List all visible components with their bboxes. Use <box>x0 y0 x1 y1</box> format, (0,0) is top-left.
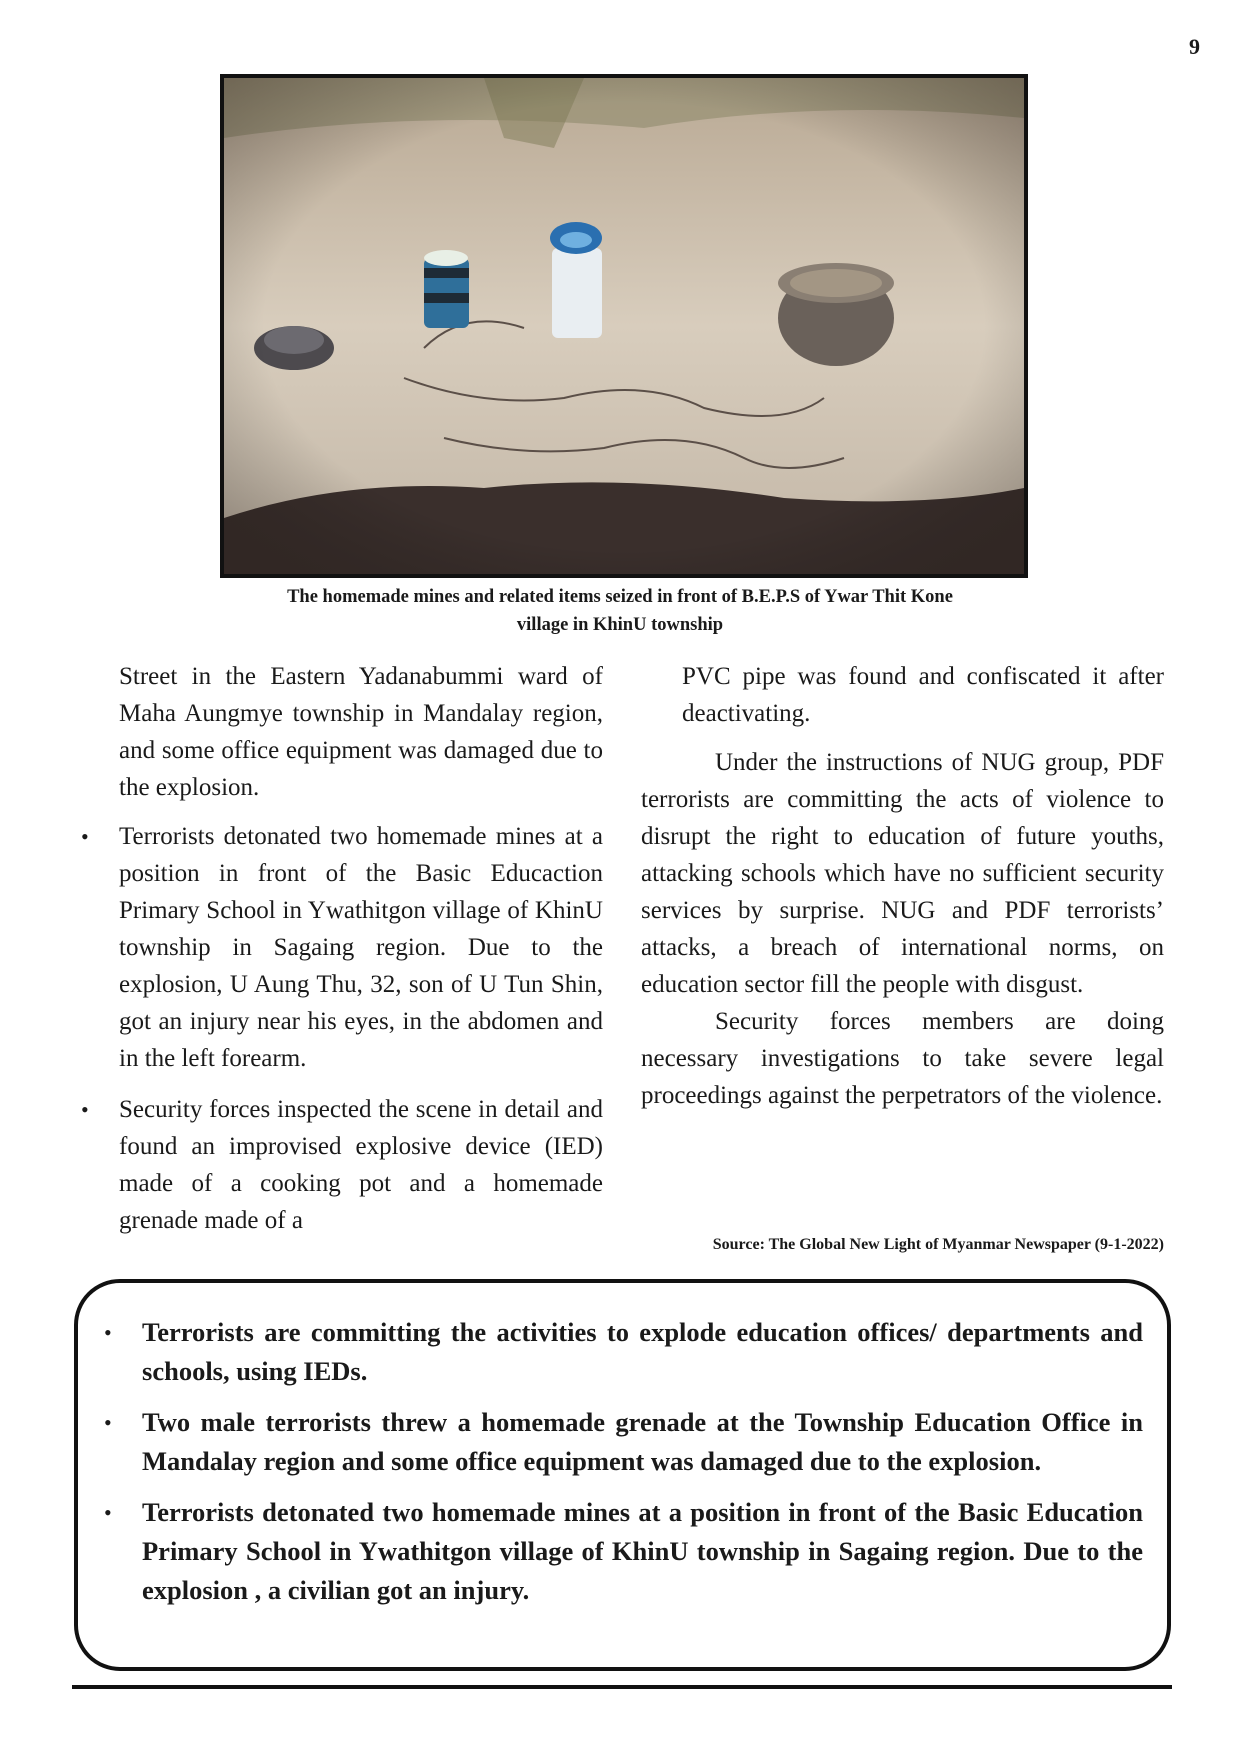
photo-caption <box>200 583 1040 639</box>
left-column <box>78 658 603 1239</box>
right-column <box>641 658 1164 1114</box>
page-number: 9 <box>1189 34 1200 59</box>
source-note: Source: The Global New Light of Myanmar Newspaper (9-1-2022) <box>712 1236 1164 1253</box>
list-item: • Terrorists detonated two homemade mines at a position in front of the Basic Education Primary School in Ywathitgon village of KhinU township in Sagaing region. Due to the explosion , a civilian got an injury. <box>98 1493 1143 1610</box>
left-continuation-paragraph: Street in the Eastern Yadanabummi ward of Maha Aungmye township in Mandalay region, and some office equipment was damaged due to the explosion. <box>119 663 603 801</box>
summary-list <box>98 1313 1143 1610</box>
photo-caption-line-2: village in KhinU township <box>516 615 724 635</box>
summary-box <box>74 1279 1171 1671</box>
list-item: • Security forces inspected the scene in detail and found an improvised explosive device (IED) made of a cooking pot and a homemade grenade made of a <box>78 1091 603 1239</box>
seized-mines-photo-illustration <box>224 78 1024 574</box>
bottom-rule-divider <box>72 1685 1172 1689</box>
security-forces-paragraph: Security forces members are doing necessary investigations to take severe legal proceedings against the perpetrators of the violence. <box>641 1008 1164 1109</box>
list-item: • Terrorists are committing the activities to explode education offices/ departments and schools, using IEDs. <box>98 1313 1143 1391</box>
list-item: • Terrorists detonated two homemade mines at a position in front of the Basic Educaction Primary School in Ywathitgon village of KhinU township in Sagaing region. Due to the explosion, U Aung Thu, 32, son of U Tun Shin, got an injury near his eyes, in the abdomen and in the left forearm. <box>78 818 603 1077</box>
list-item: • Two male terrorists threw a homemade grenade at the Township Education Office in Mandalay region and some office equipment was damaged due to the explosion. <box>98 1403 1143 1481</box>
right-continuation-paragraph: PVC pipe was found and confiscated it after deactivating. <box>682 663 1164 727</box>
photo-caption-line-1: The homemade mines and related items seized in front of B.E.P.S of Ywar Thit Kone <box>287 587 953 607</box>
evidence-photo <box>220 74 1028 578</box>
nug-pdf-paragraph: Under the instructions of NUG group, PDF terrorists are committing the acts of violence to disrupt the right to education of future youths, attacking schools which have no sufficient security services by surprise. NUG and PDF terrorists’ attacks, a breach of international norms, on education sector fill the people with disgust. <box>641 749 1164 998</box>
left-bullet-list <box>78 818 603 1239</box>
